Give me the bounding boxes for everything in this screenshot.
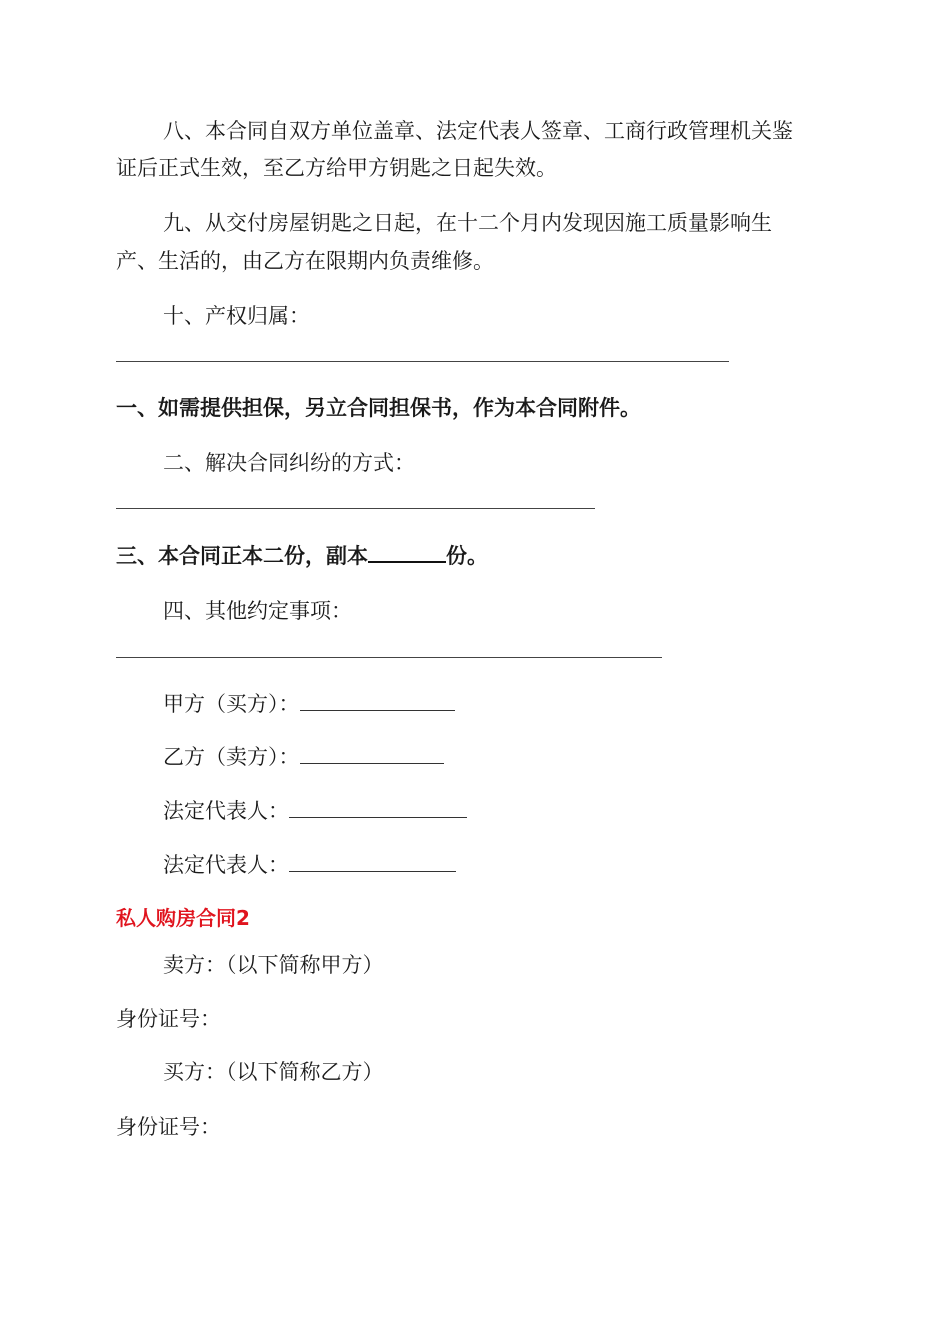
seller-id-line: 身份证号： bbox=[116, 1007, 221, 1031]
buyer-line: 买方：（以下简称乙方） bbox=[163, 1060, 384, 1084]
clause-9-line-1: 九、从交付房屋钥匙之日起，在十二个月内发现因施工质量影响生 bbox=[163, 211, 772, 235]
party-a-signature bbox=[163, 690, 455, 718]
legal-rep-1-label: 法定代表人： bbox=[163, 799, 289, 823]
legal-rep-2-signature bbox=[163, 851, 456, 879]
seller-line: 卖方：（以下简称甲方） bbox=[163, 953, 384, 977]
clause-8-line-2: 证后正式生效，至乙方给甲方钥匙之日起失效。 bbox=[116, 156, 557, 180]
party-b-blank bbox=[300, 743, 444, 764]
clause-12: 二、解决合同纠纷的方式： bbox=[163, 451, 415, 475]
fill-in-line-property bbox=[116, 361, 729, 362]
clause-9-line-2: 产、生活的，由乙方在限期内负责维修。 bbox=[116, 249, 494, 273]
clause-13-text: 三、本合同正本二份，副本 bbox=[116, 544, 368, 568]
section-heading-contract-2: 私人购房合同2 bbox=[116, 906, 250, 930]
party-a-blank bbox=[300, 690, 455, 711]
clause-13-suffix: 份。 bbox=[446, 544, 488, 568]
clause-14: 四、其他约定事项： bbox=[163, 599, 352, 623]
clause-10: 十、产权归属： bbox=[163, 304, 310, 328]
party-a-label: 甲方（买方）： bbox=[163, 692, 300, 716]
fill-in-line-dispute bbox=[116, 508, 595, 509]
fill-in-line-other bbox=[116, 657, 662, 658]
copies-blank bbox=[368, 541, 446, 563]
legal-rep-2-label: 法定代表人： bbox=[163, 853, 289, 877]
legal-rep-1-signature bbox=[163, 797, 467, 825]
legal-rep-1-blank bbox=[289, 797, 467, 818]
clause-13 bbox=[116, 541, 488, 570]
party-b-signature bbox=[163, 743, 444, 771]
buyer-id-line: 身份证号： bbox=[116, 1115, 221, 1139]
clause-8-line-1: 八、本合同自双方单位盖章、法定代表人签章、工商行政管理机关鉴 bbox=[163, 119, 793, 143]
legal-rep-2-blank bbox=[289, 851, 456, 872]
party-b-label: 乙方（卖方）： bbox=[163, 745, 300, 769]
clause-11: 一、如需提供担保，另立合同担保书，作为本合同附件。 bbox=[116, 396, 641, 420]
